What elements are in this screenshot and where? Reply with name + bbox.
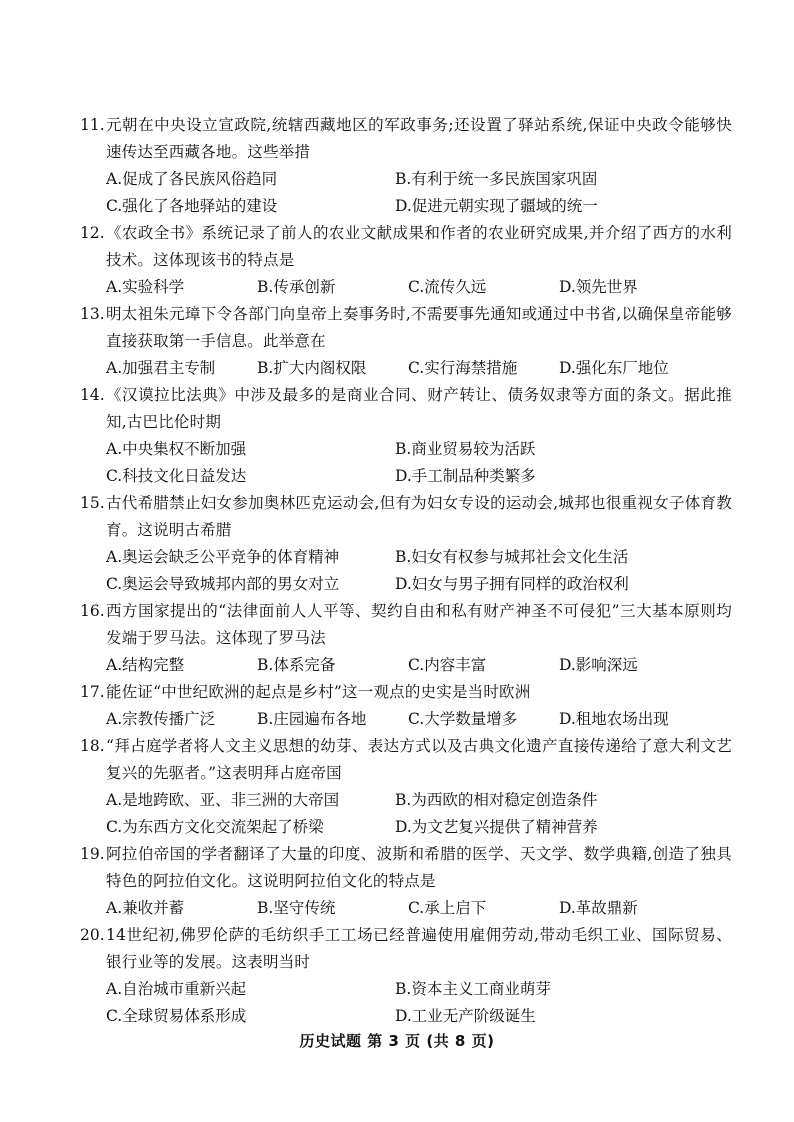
option-c: C.奥运会导致城邦内部的男女对立 bbox=[106, 575, 340, 593]
question-sheet bbox=[0, 112, 794, 1030]
question-number: 16. bbox=[80, 602, 105, 620]
question-12 bbox=[0, 220, 794, 301]
option-c: C.强化了各地驿站的建设 bbox=[106, 197, 278, 215]
option-a: A.中央集权不断加强 bbox=[106, 440, 247, 458]
option-d: D.强化东厂地位 bbox=[559, 359, 669, 377]
question-text: 古代希腊禁止妇女参加奥林匹克运动会,但有为妇女专设的运动会,城邦也很重视女子体育教育。这说明古希腊 bbox=[106, 494, 732, 539]
question-number: 11. bbox=[80, 116, 105, 134]
option-b: B.庄园遍布各地 bbox=[257, 710, 367, 728]
option-b: B.扩大内阁权限 bbox=[257, 359, 367, 377]
question-text: 西方国家提出的“法律面前人人平等、契约自由和私有财产神圣不可侵犯”三大基本原则均发端于罗马法。这体现了罗马法 bbox=[106, 602, 732, 647]
option-d: D.租地农场出现 bbox=[559, 710, 669, 728]
option-a: A.加强君主专制 bbox=[106, 359, 216, 377]
question-number: 15. bbox=[80, 494, 105, 512]
question-17 bbox=[0, 679, 794, 733]
question-number: 13. bbox=[80, 305, 105, 323]
question-stem bbox=[0, 841, 794, 895]
option-a: A.是地跨欧、亚、非三洲的大帝国 bbox=[106, 791, 340, 809]
option-b: B.妇女有权参与城邦社会文化生活 bbox=[395, 548, 629, 566]
option-c: C.内容丰富 bbox=[408, 656, 487, 674]
question-16 bbox=[0, 598, 794, 679]
question-stem bbox=[0, 382, 794, 436]
question-14 bbox=[0, 382, 794, 490]
option-a: A.兼收并蓄 bbox=[106, 899, 185, 917]
option-c: C.流传久远 bbox=[408, 278, 487, 296]
option-list bbox=[0, 976, 794, 1030]
option-d: D.为文艺复兴提供了精神营养 bbox=[395, 818, 598, 836]
option-c: C.大学数量增多 bbox=[408, 710, 518, 728]
question-13 bbox=[0, 301, 794, 382]
question-text: “拜占庭学者将人文主义思想的幼芽、表达方式以及古典文化遗产直接传递给了意大利文艺复兴的先驱者。”这表明拜占庭帝国 bbox=[106, 737, 732, 782]
option-c: C.实行海禁措施 bbox=[408, 359, 518, 377]
question-19 bbox=[0, 841, 794, 922]
option-b: B.传承创新 bbox=[257, 278, 336, 296]
option-d: D.领先世界 bbox=[559, 278, 638, 296]
option-list bbox=[0, 652, 794, 679]
option-b: B.有利于统一多民族国家巩固 bbox=[395, 170, 598, 188]
option-c: C.承上启下 bbox=[408, 899, 487, 917]
question-15 bbox=[0, 490, 794, 598]
option-c: C.为东西方文化交流架起了桥梁 bbox=[106, 818, 324, 836]
option-a: A.自治城市重新兴起 bbox=[106, 980, 247, 998]
question-20 bbox=[0, 922, 794, 1030]
option-a: A.结构完整 bbox=[106, 656, 185, 674]
question-stem bbox=[0, 301, 794, 355]
option-d: D.革故鼎新 bbox=[559, 899, 638, 917]
question-text: 阿拉伯帝国的学者翻译了大量的印度、波斯和希腊的医学、天文学、数学典籍,创造了独具特色的阿拉伯文化。这说明阿拉伯文化的特点是 bbox=[106, 845, 732, 890]
question-number: 12. bbox=[80, 224, 105, 242]
option-b: B.为西欧的相对稳定创造条件 bbox=[395, 791, 598, 809]
option-list bbox=[0, 166, 794, 220]
option-d: D.妇女与男子拥有同样的政治权利 bbox=[395, 575, 629, 593]
question-text: 元朝在中央设立宣政院,统辖西藏地区的军政事务;还设置了驿站系统,保证中央政令能够快速传达至西藏各地。这些举措 bbox=[106, 116, 732, 161]
question-stem bbox=[0, 490, 794, 544]
option-list bbox=[0, 787, 794, 841]
option-b: B.体系完备 bbox=[257, 656, 336, 674]
question-stem bbox=[0, 733, 794, 787]
question-11 bbox=[0, 112, 794, 220]
option-b: B.商业贸易较为活跃 bbox=[395, 440, 536, 458]
option-list bbox=[0, 274, 794, 301]
option-b: B.坚守传统 bbox=[257, 899, 336, 917]
option-d: D.手工制品种类繁多 bbox=[395, 467, 536, 485]
question-18 bbox=[0, 733, 794, 841]
question-number: 20. bbox=[80, 926, 105, 944]
option-a: A.促成了各民族风俗趋同 bbox=[106, 170, 278, 188]
option-a: A.奥运会缺乏公平竞争的体育精神 bbox=[106, 548, 340, 566]
question-stem bbox=[0, 220, 794, 274]
option-c: C.全球贸易体系形成 bbox=[106, 1007, 247, 1025]
question-text: 能佐证“中世纪欧洲的起点是乡村”这一观点的史实是当时欧洲 bbox=[106, 683, 531, 701]
option-list bbox=[0, 436, 794, 490]
option-b: B.资本主义工商业萌芽 bbox=[395, 980, 551, 998]
question-text: 《农政全书》系统记录了前人的农业文献成果和作者的农业研究成果,并介绍了西方的水利技术。这体现该书的特点是 bbox=[106, 224, 732, 269]
page-footer: 历史试题 第 3 页 (共 8 页) bbox=[299, 1032, 495, 1050]
question-text: 《汉谟拉比法典》中涉及最多的是商业合同、财产转让、债务奴隶等方面的条文。据此推知,古巴比伦时期 bbox=[106, 386, 732, 431]
option-a: A.宗教传播广泛 bbox=[106, 710, 216, 728]
option-c: C.科技文化日益发达 bbox=[106, 467, 247, 485]
option-d: D.促进元朝实现了疆域的统一 bbox=[395, 197, 598, 215]
option-d: D.工业无产阶级诞生 bbox=[395, 1007, 536, 1025]
question-stem bbox=[0, 598, 794, 652]
option-list bbox=[0, 895, 794, 922]
question-text: 明太祖朱元璋下令各部门向皇帝上奏事务时,不需要事先通知或通过中书省,以确保皇帝能够直接获取第一手信息。此举意在 bbox=[106, 305, 732, 350]
option-a: A.实验科学 bbox=[106, 278, 185, 296]
question-stem bbox=[0, 112, 794, 166]
option-d: D.影响深远 bbox=[559, 656, 638, 674]
question-number: 18. bbox=[80, 737, 105, 755]
question-number: 17. bbox=[80, 683, 105, 701]
option-list bbox=[0, 544, 794, 598]
question-stem bbox=[0, 922, 794, 976]
option-list bbox=[0, 355, 794, 382]
option-list bbox=[0, 706, 794, 733]
question-number: 19. bbox=[80, 845, 105, 863]
question-number: 14. bbox=[80, 386, 105, 404]
question-stem bbox=[0, 679, 794, 706]
question-text: 14世纪初,佛罗伦萨的毛纺织手工工场已经普遍使用雇佣劳动,带动毛织工业、国际贸易、银行业等的发展。这表明当时 bbox=[106, 926, 732, 971]
